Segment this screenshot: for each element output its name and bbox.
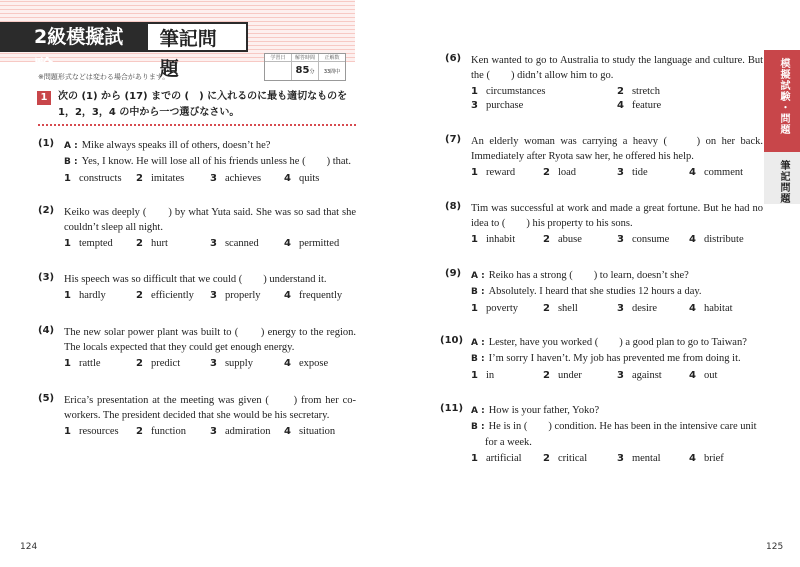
answer-option[interactable] (64, 288, 106, 303)
answer-option[interactable] (64, 356, 101, 371)
option-text: tide (631, 167, 648, 178)
option-text: reward (485, 167, 516, 178)
option-text: quits (298, 173, 320, 184)
question-number: (2) (38, 205, 55, 216)
answer-option[interactable] (617, 232, 669, 247)
question-text: Ken wanted to go to Australia to study the language and culture. But the ( ) didn’t allow him to go. (471, 55, 763, 81)
option-text: resources (78, 426, 119, 437)
option-number: 4 (284, 426, 291, 437)
answer-option[interactable] (136, 356, 180, 371)
side-tab-subsection: 筆記問題 (764, 152, 800, 204)
section-number: 1 (37, 91, 51, 105)
question-body (64, 325, 356, 371)
answer-option[interactable] (471, 301, 518, 316)
option-number: 3 (210, 426, 217, 437)
answer-option[interactable] (136, 288, 194, 303)
answer-option[interactable] (689, 165, 743, 180)
question-number: (5) (38, 393, 55, 404)
option-number: 4 (617, 100, 624, 111)
option-number: 3 (617, 370, 624, 381)
option-number: 2 (617, 86, 624, 97)
page-number-left: 124 (20, 542, 38, 552)
answer-option[interactable] (210, 288, 261, 303)
answer-option[interactable] (210, 171, 261, 186)
answer-option[interactable] (210, 356, 253, 371)
option-text: load (557, 167, 577, 178)
option-number: 3 (210, 358, 217, 369)
answer-option[interactable] (543, 165, 576, 180)
question-number: (3) (38, 272, 55, 283)
dialogue-text: How is your father, Yoko? (488, 405, 600, 416)
option-text: supply (224, 358, 253, 369)
dialogue-text: Reiko has a strong ( ) to learn, doesn’t she? (488, 270, 689, 281)
question-body (64, 205, 356, 251)
question-number: (4) (38, 325, 55, 336)
option-number: 1 (471, 86, 478, 97)
question-body (471, 201, 763, 247)
option-text: situation (298, 426, 336, 437)
dialogue-line (471, 351, 763, 367)
question-body (64, 138, 356, 186)
dialogue-line (64, 154, 356, 170)
option-text: abuse (557, 234, 582, 245)
format-note: ※問題形式などは変わる場合があります。 (38, 73, 170, 81)
option-number: 2 (136, 358, 143, 369)
study-info-box (264, 53, 346, 81)
answer-option[interactable] (689, 451, 724, 466)
option-text: feature (631, 100, 662, 111)
answer-options (471, 165, 763, 180)
option-number: 2 (543, 453, 550, 464)
option-text: imitates (150, 173, 185, 184)
option-text: constructs (78, 173, 122, 184)
answer-option[interactable] (689, 301, 733, 316)
answer-option[interactable] (284, 236, 339, 251)
option-number: 3 (617, 234, 624, 245)
option-number: 2 (136, 238, 143, 249)
dialogue-line (471, 335, 763, 351)
option-text: against (631, 370, 662, 381)
answer-option[interactable] (64, 236, 113, 251)
dialogue-line (471, 403, 763, 419)
dialogue-line (471, 268, 763, 284)
option-text: in (485, 370, 495, 381)
option-text: brief (703, 453, 724, 464)
answer-option[interactable] (543, 232, 582, 247)
option-text: function (150, 426, 186, 437)
answer-option[interactable] (471, 84, 545, 99)
option-text: consume (631, 234, 670, 245)
answer-option[interactable] (543, 301, 578, 316)
answer-options (471, 301, 763, 316)
option-text: critical (557, 453, 588, 464)
dialogue-text: Yes, I know. He will lose all of his friends unless he ( ) that. (81, 156, 352, 167)
option-text: frequently (298, 290, 343, 301)
option-text: shell (557, 303, 578, 314)
question-text: Keiko was deeply ( ) by what Yuta said. She was so sad that she couldn’t sleep all night. (64, 207, 356, 233)
option-number: 2 (543, 303, 550, 314)
answer-option[interactable] (136, 424, 186, 439)
option-number: 3 (210, 238, 217, 249)
option-number: 1 (64, 173, 71, 184)
option-number: 1 (471, 370, 478, 381)
question-body (471, 268, 763, 316)
answer-option[interactable] (136, 171, 184, 186)
option-number: 2 (136, 173, 143, 184)
option-text: habitat (703, 303, 733, 314)
option-number: 4 (284, 173, 291, 184)
answer-option[interactable] (64, 424, 119, 439)
question-body (64, 393, 356, 439)
question-text: Erica’s presentation at the meeting was given ( ) from her co-workers. The president decided that she would be his secretary. (64, 395, 356, 421)
exam-title: 2級模擬試験 (0, 22, 148, 52)
answer-option[interactable] (136, 236, 168, 251)
question-number: (7) (445, 134, 462, 145)
answer-option[interactable] (617, 84, 660, 99)
option-text: scanned (224, 238, 259, 249)
question-body (471, 53, 763, 114)
option-number: 2 (543, 234, 550, 245)
answer-option[interactable] (543, 368, 582, 383)
question-number: (6) (445, 53, 462, 64)
dialogue-text: He is in ( ) condition. He has been in the intensive care unit for a week. (485, 421, 757, 448)
dialogue-line (64, 138, 356, 154)
answer-option[interactable] (284, 356, 328, 371)
answer-options (64, 356, 356, 371)
option-number: 4 (689, 234, 696, 245)
answer-option[interactable] (210, 424, 270, 439)
option-text: artificial (485, 453, 522, 464)
option-text: predict (150, 358, 181, 369)
option-text: admiration (224, 426, 271, 437)
answer-option[interactable] (617, 368, 662, 383)
answer-options (64, 236, 356, 251)
speaker-label: B : (64, 157, 78, 167)
option-number: 4 (689, 303, 696, 314)
option-text: achieves (224, 173, 262, 184)
option-text: comment (703, 167, 744, 178)
question-body (64, 272, 356, 303)
answer-options (64, 424, 356, 439)
option-text: stretch (631, 86, 660, 97)
option-number: 1 (471, 234, 478, 245)
answer-option[interactable] (284, 288, 342, 303)
option-number: 3 (617, 303, 624, 314)
option-text: expose (298, 358, 329, 369)
option-number: 1 (64, 426, 71, 437)
answer-options (64, 288, 356, 303)
dialogue-text: Absolutely. I heard that she studies 12 hours a day. (488, 286, 702, 297)
speaker-label: A : (471, 338, 485, 348)
option-number: 2 (136, 290, 143, 301)
answer-time-cell: 解答時間 85分 (292, 54, 319, 80)
option-number: 4 (689, 453, 696, 464)
instruction-text: 次の (1) から (17) までの ( ) に入れるのに最も適切なものを 1，2，3，4 の中から一つ選びなさい。 (58, 91, 348, 118)
option-number: 2 (543, 370, 550, 381)
question-text: Tim was successful at work and made a great fortune. But he had no idea to ( ) his property to his sons. (471, 203, 763, 229)
question-number: (8) (445, 201, 462, 212)
answer-options (471, 232, 763, 247)
option-number: 3 (210, 173, 217, 184)
option-number: 4 (689, 167, 696, 178)
answer-option[interactable] (617, 165, 648, 180)
question-text: The new solar power plant was built to ( ) energy to the region. The locals expected that they could get enough energy. (64, 327, 356, 353)
option-text: properly (224, 290, 261, 301)
option-text: under (557, 370, 582, 381)
answer-option[interactable] (210, 236, 259, 251)
option-number: 1 (64, 358, 71, 369)
option-number: 3 (617, 167, 624, 178)
option-number: 4 (284, 358, 291, 369)
option-text: permitted (298, 238, 340, 249)
option-text: circumstances (485, 86, 546, 97)
dialogue-line (471, 419, 763, 450)
dialogue-text: I’m sorry I haven’t. My job has prevented me from doing it. (488, 353, 741, 364)
option-number: 3 (471, 100, 478, 111)
answer-option[interactable] (284, 171, 319, 186)
option-text: poverty (485, 303, 519, 314)
section-subtitle: 筆記問題 (148, 22, 248, 52)
option-text: tempted (78, 238, 113, 249)
option-number: 4 (689, 370, 696, 381)
answer-option[interactable] (689, 232, 744, 247)
side-tab-section: 模擬試験・問題 (764, 50, 800, 152)
answer-options (64, 171, 356, 186)
score-cell: 正解数 33問中 (319, 54, 345, 80)
option-number: 4 (284, 290, 291, 301)
option-text: purchase (485, 100, 524, 111)
option-number: 1 (471, 453, 478, 464)
speaker-label: A : (64, 141, 78, 151)
option-number: 1 (471, 303, 478, 314)
answer-option[interactable] (471, 368, 494, 383)
option-text: hardly (78, 290, 106, 301)
option-text: rattle (78, 358, 101, 369)
speaker-label: B : (471, 287, 485, 297)
option-number: 4 (284, 238, 291, 249)
question-text: An elderly woman was carrying a heavy ( ) on her back. Immediately after Ryota saw her, he offered his help. (471, 136, 763, 162)
answer-option[interactable] (689, 368, 717, 383)
dialogue-text: Lester, have you worked ( ) a good plan to go to Taiwan? (488, 337, 747, 348)
answer-options (471, 84, 763, 114)
answer-option[interactable] (471, 451, 522, 466)
answer-option[interactable] (471, 98, 523, 113)
option-text: efficiently (150, 290, 194, 301)
question-number: (10) (440, 335, 464, 346)
question-text: His speech was so difficult that we could ( ) understand it. (64, 274, 327, 285)
option-text: inhabit (485, 234, 516, 245)
answer-option[interactable] (471, 232, 515, 247)
answer-options (471, 368, 763, 383)
question-body (471, 134, 763, 180)
option-text: distribute (703, 234, 744, 245)
answer-options (471, 451, 763, 466)
dialogue-text: Mike always speaks ill of others, doesn’t he? (81, 140, 271, 151)
answer-option[interactable] (617, 98, 661, 113)
question-number: (1) (38, 138, 55, 149)
speaker-label: B : (471, 422, 485, 432)
answer-option[interactable] (617, 301, 657, 316)
speaker-label: B : (471, 354, 485, 364)
study-date-cell: 学習日 (265, 54, 292, 80)
option-number: 2 (543, 167, 550, 178)
answer-option[interactable] (543, 451, 587, 466)
option-number: 3 (617, 453, 624, 464)
option-text: desire (631, 303, 658, 314)
option-number: 3 (210, 290, 217, 301)
option-text: out (703, 370, 718, 381)
speaker-label: A : (471, 271, 485, 281)
speaker-label: A : (471, 406, 485, 416)
answer-option[interactable] (64, 171, 122, 186)
option-number: 1 (64, 238, 71, 249)
question-body (471, 403, 763, 466)
question-body (471, 335, 763, 383)
page-number-right: 125 (766, 542, 784, 552)
option-number: 1 (471, 167, 478, 178)
question-number: (11) (440, 403, 464, 414)
option-number: 1 (64, 290, 71, 301)
option-text: mental (631, 453, 661, 464)
option-number: 2 (136, 426, 143, 437)
option-text: hurt (150, 238, 168, 249)
dialogue-line (471, 284, 763, 300)
answer-option[interactable] (284, 424, 335, 439)
question-number: (9) (445, 268, 462, 279)
answer-option[interactable] (617, 451, 661, 466)
answer-option[interactable] (471, 165, 515, 180)
dotted-divider (38, 124, 356, 126)
